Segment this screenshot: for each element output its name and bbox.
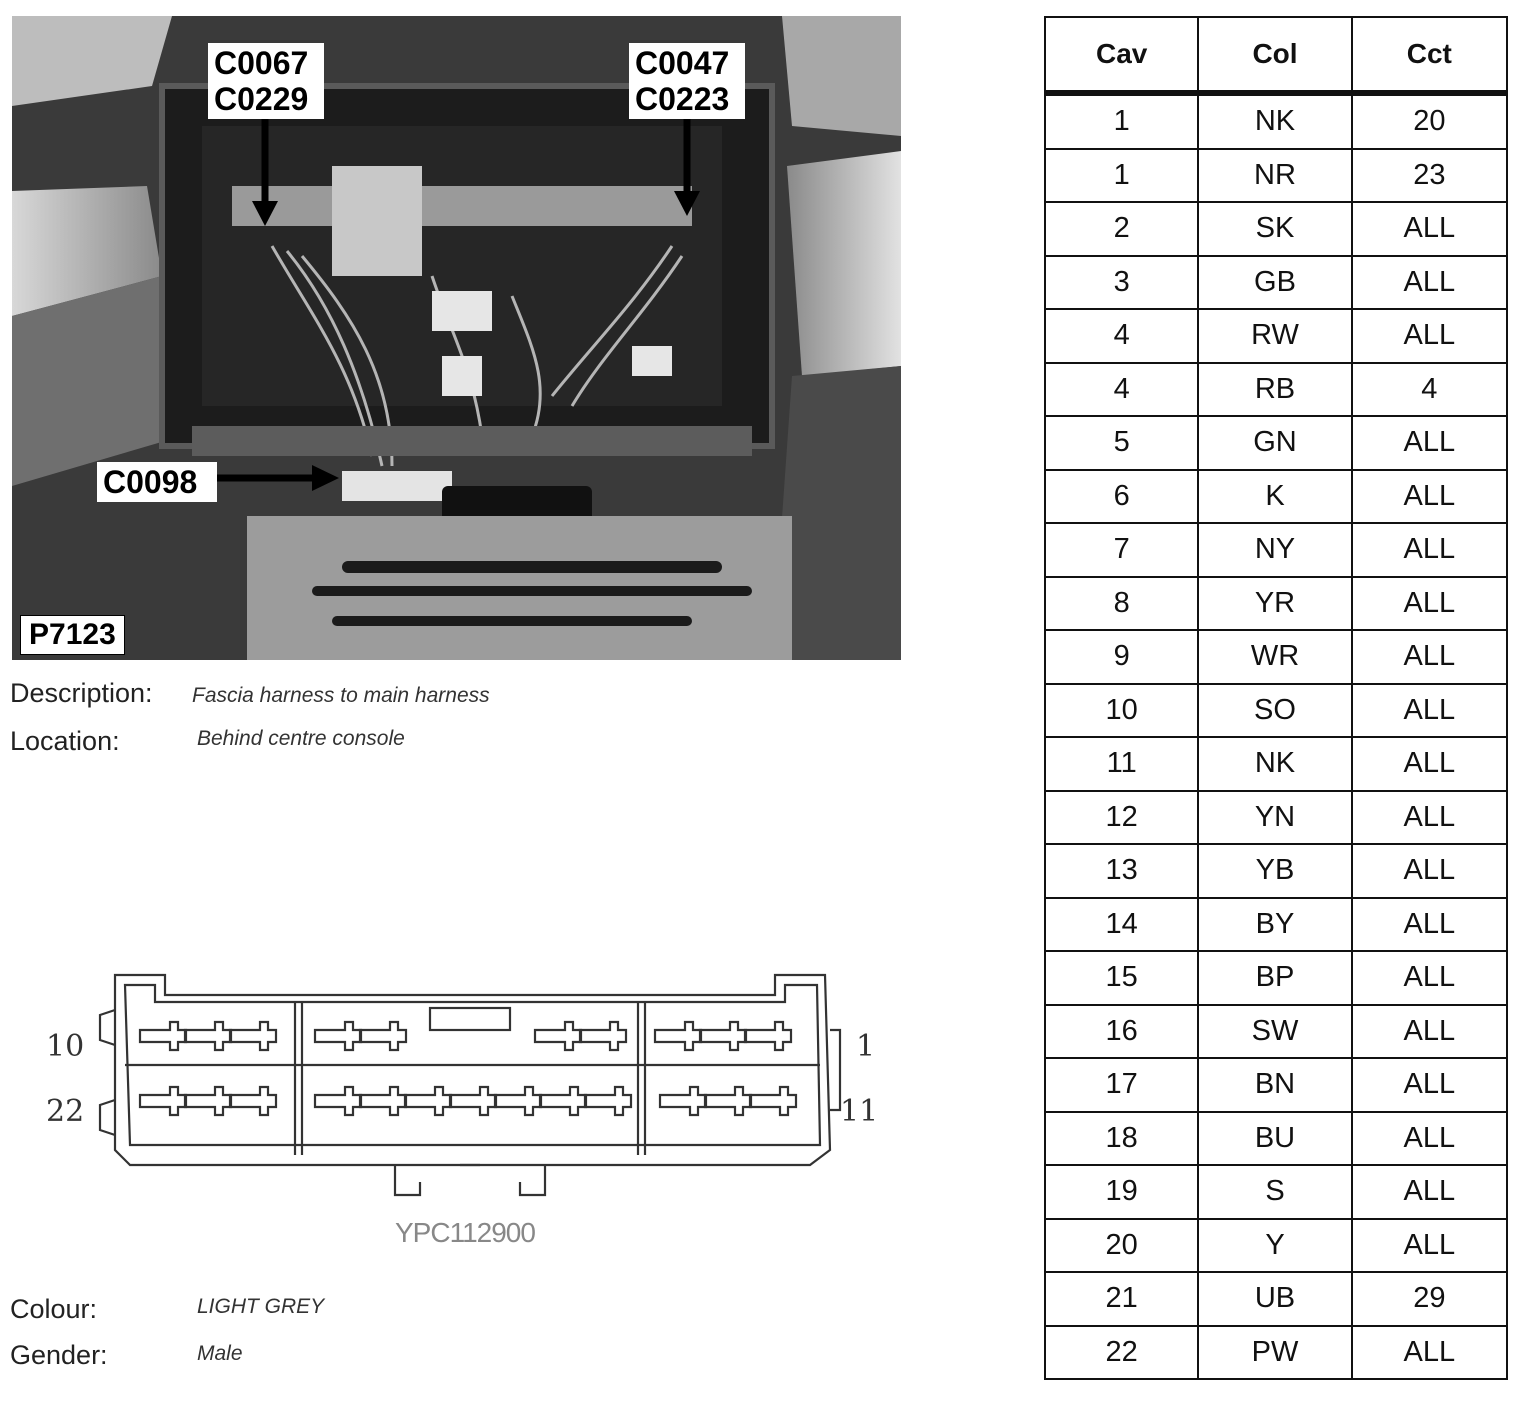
- cell-col: NK: [1198, 93, 1351, 149]
- cell-cct: 23: [1352, 149, 1507, 203]
- cell-cct: 29: [1352, 1272, 1507, 1326]
- cell-cct: ALL: [1352, 309, 1507, 363]
- cell-cct: ALL: [1352, 684, 1507, 738]
- cell-col: NR: [1198, 149, 1351, 203]
- table-row: [1045, 630, 1507, 684]
- cell-col: RW: [1198, 309, 1351, 363]
- table-row: [1045, 898, 1507, 952]
- cell-cav: 8: [1045, 577, 1198, 631]
- cell-cav: 1: [1045, 93, 1198, 149]
- cell-cct: ALL: [1352, 523, 1507, 577]
- cell-cav: 14: [1045, 898, 1198, 952]
- cell-cct: 4: [1352, 363, 1507, 417]
- cell-col: NK: [1198, 737, 1351, 791]
- cell-col: SO: [1198, 684, 1351, 738]
- cell-cct: ALL: [1352, 1112, 1507, 1166]
- table-row: [1045, 256, 1507, 310]
- cell-cav: 3: [1045, 256, 1198, 310]
- header-cct: Cct: [1352, 17, 1507, 93]
- photo-illustration: [12, 16, 901, 660]
- cell-cct: ALL: [1352, 202, 1507, 256]
- table-row: [1045, 1165, 1507, 1219]
- cell-cav: 19: [1045, 1165, 1198, 1219]
- pin-label-22: 22: [46, 1094, 85, 1129]
- table-row: [1045, 844, 1507, 898]
- pin-label-10: 10: [46, 1029, 85, 1064]
- cell-cct: ALL: [1352, 844, 1507, 898]
- cell-cct: ALL: [1352, 1326, 1507, 1380]
- cell-col: WR: [1198, 630, 1351, 684]
- cell-cct: ALL: [1352, 898, 1507, 952]
- gender-value: Male: [197, 1342, 243, 1365]
- cell-cct: ALL: [1352, 1058, 1507, 1112]
- cell-col: UB: [1198, 1272, 1351, 1326]
- pin-label-11: 11: [840, 1094, 879, 1129]
- cell-cav: 10: [1045, 684, 1198, 738]
- cell-cav: 18: [1045, 1112, 1198, 1166]
- table-row: [1045, 1005, 1507, 1059]
- cell-cct: ALL: [1352, 1219, 1507, 1273]
- colour-value: LIGHT GREY: [197, 1295, 325, 1318]
- cell-cav: 1: [1045, 149, 1198, 203]
- cell-cav: 15: [1045, 951, 1198, 1005]
- connector-part-number: YPC112900: [395, 1217, 535, 1248]
- cell-cct: 20: [1352, 93, 1507, 149]
- cell-col: Y: [1198, 1219, 1351, 1273]
- table-row: [1045, 1112, 1507, 1166]
- header-col: Col: [1198, 17, 1351, 93]
- cell-cct: ALL: [1352, 577, 1507, 631]
- location-label: Location:: [10, 726, 120, 756]
- cell-col: K: [1198, 470, 1351, 524]
- cell-col: BN: [1198, 1058, 1351, 1112]
- table-row: [1045, 363, 1507, 417]
- cell-col: YB: [1198, 844, 1351, 898]
- table-row: [1045, 149, 1507, 203]
- table-row: [1045, 1272, 1507, 1326]
- connector-face-diagram: [40, 960, 860, 1210]
- cell-cav: 6: [1045, 470, 1198, 524]
- cell-cav: 21: [1045, 1272, 1198, 1326]
- cell-cav: 13: [1045, 844, 1198, 898]
- cell-col: SK: [1198, 202, 1351, 256]
- cell-col: BP: [1198, 951, 1351, 1005]
- description-value: Fascia harness to main harness: [192, 684, 490, 707]
- table-row: [1045, 523, 1507, 577]
- cell-cct: ALL: [1352, 630, 1507, 684]
- cell-cav: 22: [1045, 1326, 1198, 1380]
- table-row: [1045, 684, 1507, 738]
- table-row: [1045, 1326, 1507, 1380]
- callout-c0067-c0229: C0067 C0229: [208, 43, 324, 119]
- gender-label: Gender:: [10, 1340, 108, 1370]
- cell-cav: 4: [1045, 309, 1198, 363]
- description-label: Description:: [10, 678, 153, 708]
- cell-cct: ALL: [1352, 470, 1507, 524]
- cell-cct: ALL: [1352, 791, 1507, 845]
- cell-cav: 12: [1045, 791, 1198, 845]
- cell-cav: 11: [1045, 737, 1198, 791]
- cell-col: NY: [1198, 523, 1351, 577]
- header-cav: Cav: [1045, 17, 1198, 93]
- cell-col: RB: [1198, 363, 1351, 417]
- table-row: [1045, 416, 1507, 470]
- callout-c0098: C0098: [97, 462, 217, 502]
- cell-col: SW: [1198, 1005, 1351, 1059]
- cell-cct: ALL: [1352, 416, 1507, 470]
- table-row: [1045, 1219, 1507, 1273]
- table-row: [1045, 577, 1507, 631]
- table-row: [1045, 951, 1507, 1005]
- cell-cav: 20: [1045, 1219, 1198, 1273]
- cavity-table: [1044, 16, 1508, 1380]
- cell-col: YN: [1198, 791, 1351, 845]
- table-row: [1045, 309, 1507, 363]
- cell-col: BY: [1198, 898, 1351, 952]
- cell-cct: ALL: [1352, 951, 1507, 1005]
- cell-col: GB: [1198, 256, 1351, 310]
- table-row: [1045, 791, 1507, 845]
- cell-col: GN: [1198, 416, 1351, 470]
- cell-col: PW: [1198, 1326, 1351, 1380]
- cell-col: YR: [1198, 577, 1351, 631]
- cell-cav: 2: [1045, 202, 1198, 256]
- cell-cav: 17: [1045, 1058, 1198, 1112]
- photo-reference: P7123: [20, 615, 125, 655]
- table-row: [1045, 1058, 1507, 1112]
- table-body: [1045, 93, 1507, 1379]
- callout-c0047-c0223: C0047 C0223: [629, 43, 745, 119]
- cell-col: BU: [1198, 1112, 1351, 1166]
- cell-cav: 7: [1045, 523, 1198, 577]
- harness-photo: [12, 16, 901, 660]
- cell-cav: 16: [1045, 1005, 1198, 1059]
- table-row: [1045, 737, 1507, 791]
- cell-cav: 5: [1045, 416, 1198, 470]
- table-row: [1045, 202, 1507, 256]
- cell-cav: 4: [1045, 363, 1198, 417]
- table-row: [1045, 470, 1507, 524]
- cell-col: S: [1198, 1165, 1351, 1219]
- table-row: [1045, 93, 1507, 149]
- pin-label-1: 1: [856, 1029, 876, 1064]
- cell-cct: ALL: [1352, 256, 1507, 310]
- colour-label: Colour:: [10, 1294, 98, 1324]
- cell-cct: ALL: [1352, 737, 1507, 791]
- location-value: Behind centre console: [197, 727, 405, 750]
- cell-cav: 9: [1045, 630, 1198, 684]
- table-header-row: [1045, 17, 1507, 93]
- cell-cct: ALL: [1352, 1165, 1507, 1219]
- cell-cct: ALL: [1352, 1005, 1507, 1059]
